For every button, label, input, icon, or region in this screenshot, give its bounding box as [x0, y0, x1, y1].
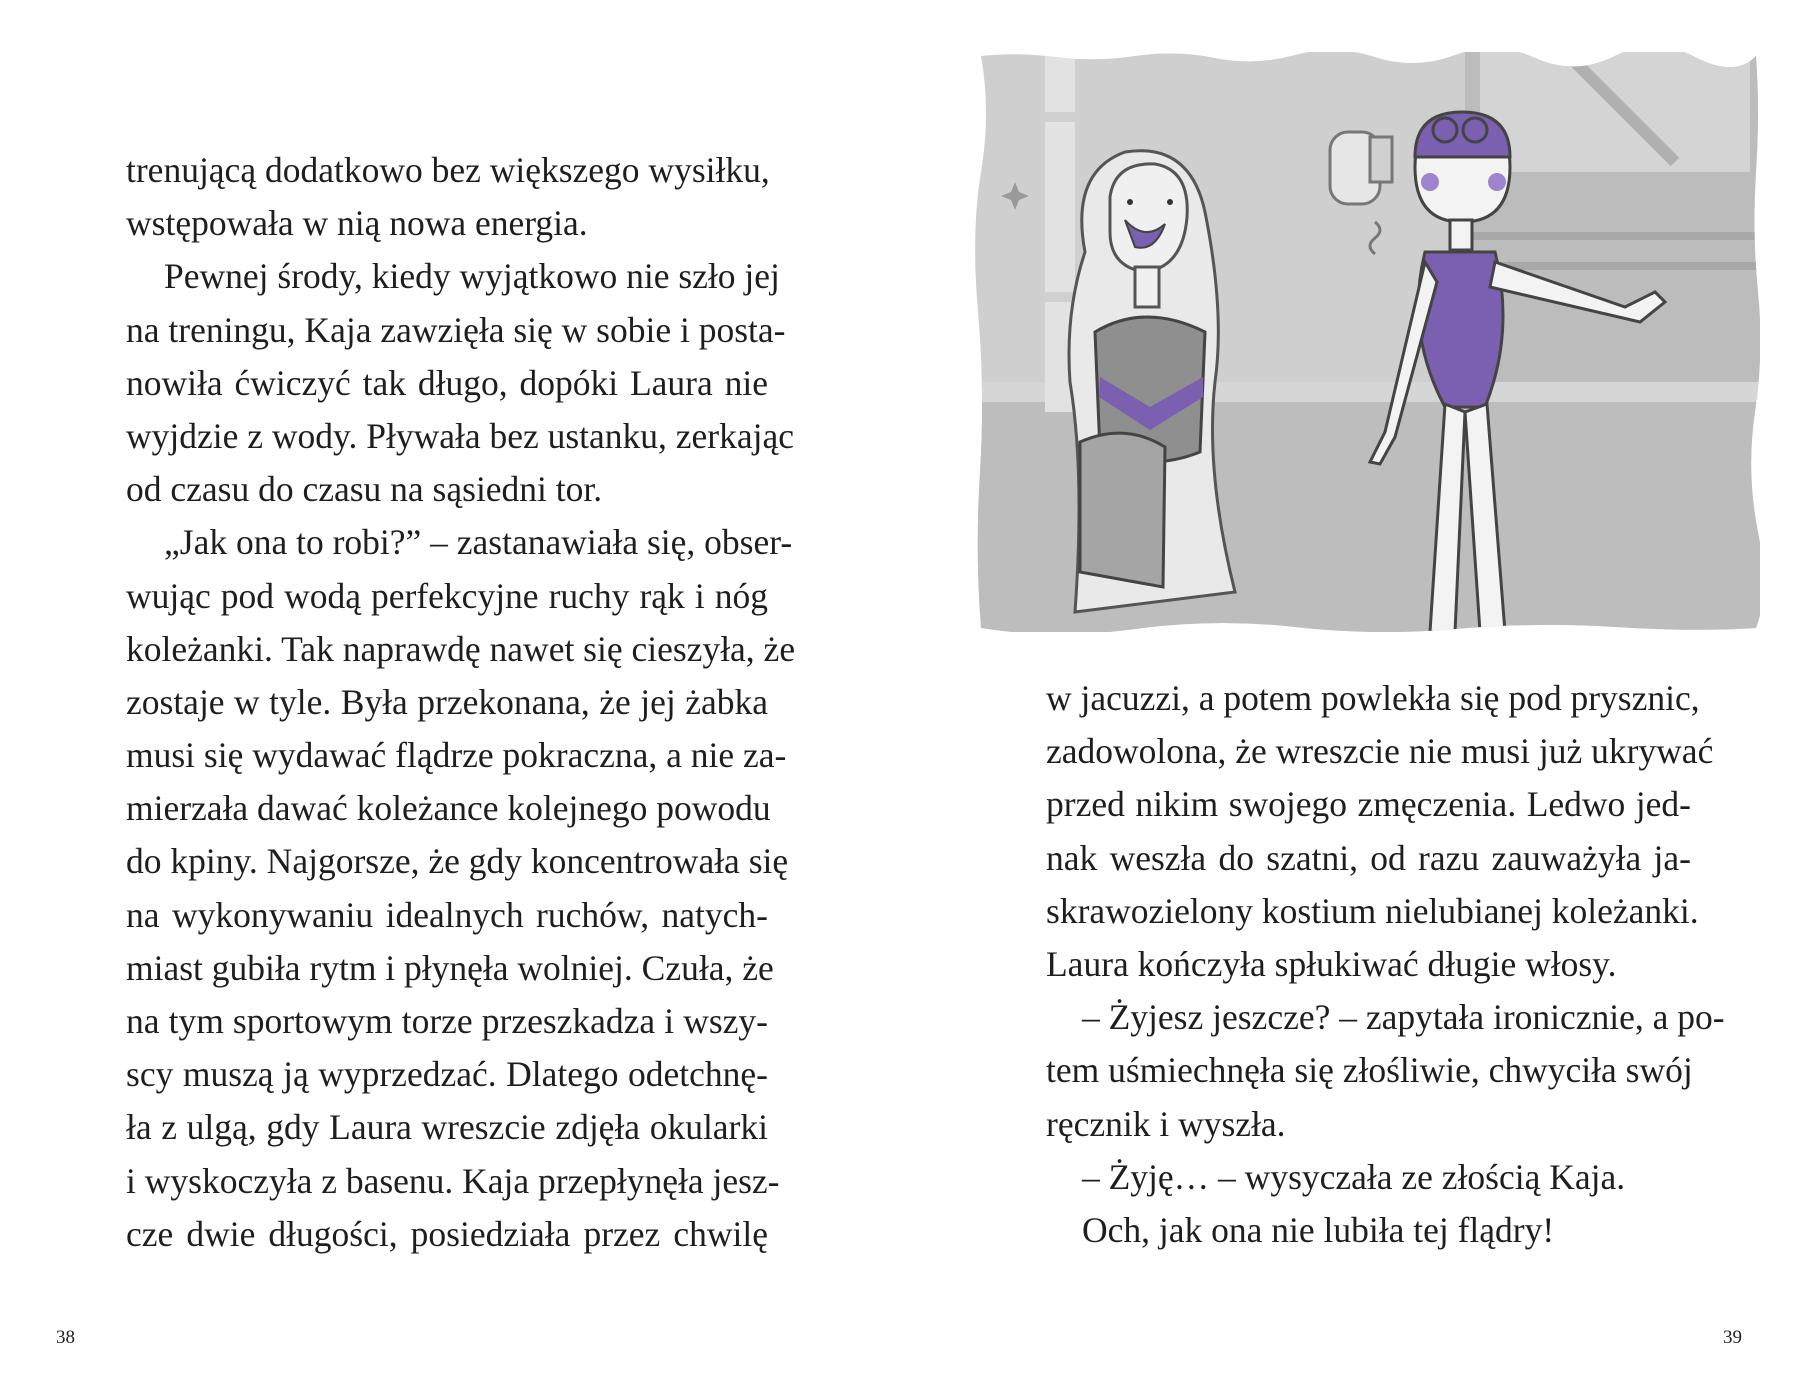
- illustration-two-swimmers: [975, 52, 1760, 632]
- text-line: do kpiny. Najgorsze, że gdy koncentrowała się: [126, 841, 789, 882]
- text-line: Pewnej środy, kiedy wyjątkowo nie szło jej: [164, 256, 780, 297]
- text-line: wując pod wodą perfekcyjne ruchy rąk i nóg: [126, 575, 768, 616]
- text-line: na treningu, Kaja zawzięła się w sobie i posta-: [126, 309, 786, 350]
- text-line: Och, jak ona nie lubiła tej flądry!: [1082, 1209, 1555, 1250]
- text-line: wstępowała w nią nowa energia.: [126, 203, 588, 244]
- text-line: zostaje w tyle. Była przekonana, że jej żabka: [126, 681, 768, 722]
- left-page-text: [126, 144, 796, 1261]
- right-page-text: [1046, 672, 1725, 1257]
- text-line: miast gubiła rytm i płynęła wolniej. Czuła, że: [126, 947, 774, 988]
- illustration-svg: [975, 52, 1760, 632]
- text-line: tem uśmiechnęła się złośliwie, chwyciła swój: [1046, 1050, 1693, 1091]
- text-line: skrawozielony kostium nielubianej koleżanki.: [1046, 890, 1699, 931]
- text-line: wyjdzie z wody. Pływała bez ustanku, zerkając: [126, 415, 794, 456]
- text-line: przed nikim swojego zmęczenia. Ledwo jed-: [1046, 784, 1691, 825]
- text-line: nowiła ćwiczyć tak długo, dopóki Laura nie: [126, 362, 768, 403]
- right-page: [900, 0, 1800, 1392]
- text-line: – Żyjesz jeszcze? – zapytała ironicznie, a po-: [1082, 997, 1725, 1038]
- page-number: 39: [1723, 1327, 1742, 1348]
- text-line: Laura kończyła spłukiwać długie włosy.: [1046, 943, 1617, 984]
- text-line: ręcznik i wyszła.: [1046, 1103, 1286, 1144]
- text-line: cze dwie długości, posiedziała przez chwilę: [126, 1213, 768, 1254]
- text-line: zadowolona, że wreszcie nie musi już ukrywać: [1046, 731, 1714, 772]
- text-line: mierzała dawać koleżance kolejnego powodu: [126, 788, 771, 829]
- text-line: musi się wydawać flądrze pokraczna, a nie za-: [126, 735, 787, 776]
- text-line: – Żyję… – wysyczała ze złością Kaja.: [1082, 1156, 1626, 1197]
- text-line: na tym sportowym torze przeszkadza i wszy-: [126, 1001, 768, 1041]
- text-line: od czasu do czasu na sąsiedni tor.: [126, 469, 603, 510]
- text-line: na wykonywaniu idealnych ruchów, natych-: [126, 894, 768, 935]
- page-number: 38: [56, 1327, 75, 1348]
- text-line: „Jak ona to robi?” – zastanawiała się, obser-: [164, 522, 793, 563]
- text-line: ła z ulgą, gdy Laura wreszcie zdjęła okularki: [126, 1107, 768, 1148]
- text-line: trenującą dodatkowo bez większego wysiłku,: [126, 150, 770, 190]
- text-line: i wyskoczyła z basenu. Kaja przepłynęła jesz-: [126, 1160, 780, 1201]
- text-line: nak weszła do szatni, od razu zauważyła ja-: [1046, 837, 1691, 878]
- text-line: koleżanki. Tak naprawdę nawet się cieszyła, że: [126, 628, 796, 669]
- text-line: w jacuzzi, a potem powlekła się pod prysznic,: [1046, 678, 1700, 718]
- text-line: scy muszą ją wyprzedzać. Dlatego odetchnę-: [126, 1054, 768, 1095]
